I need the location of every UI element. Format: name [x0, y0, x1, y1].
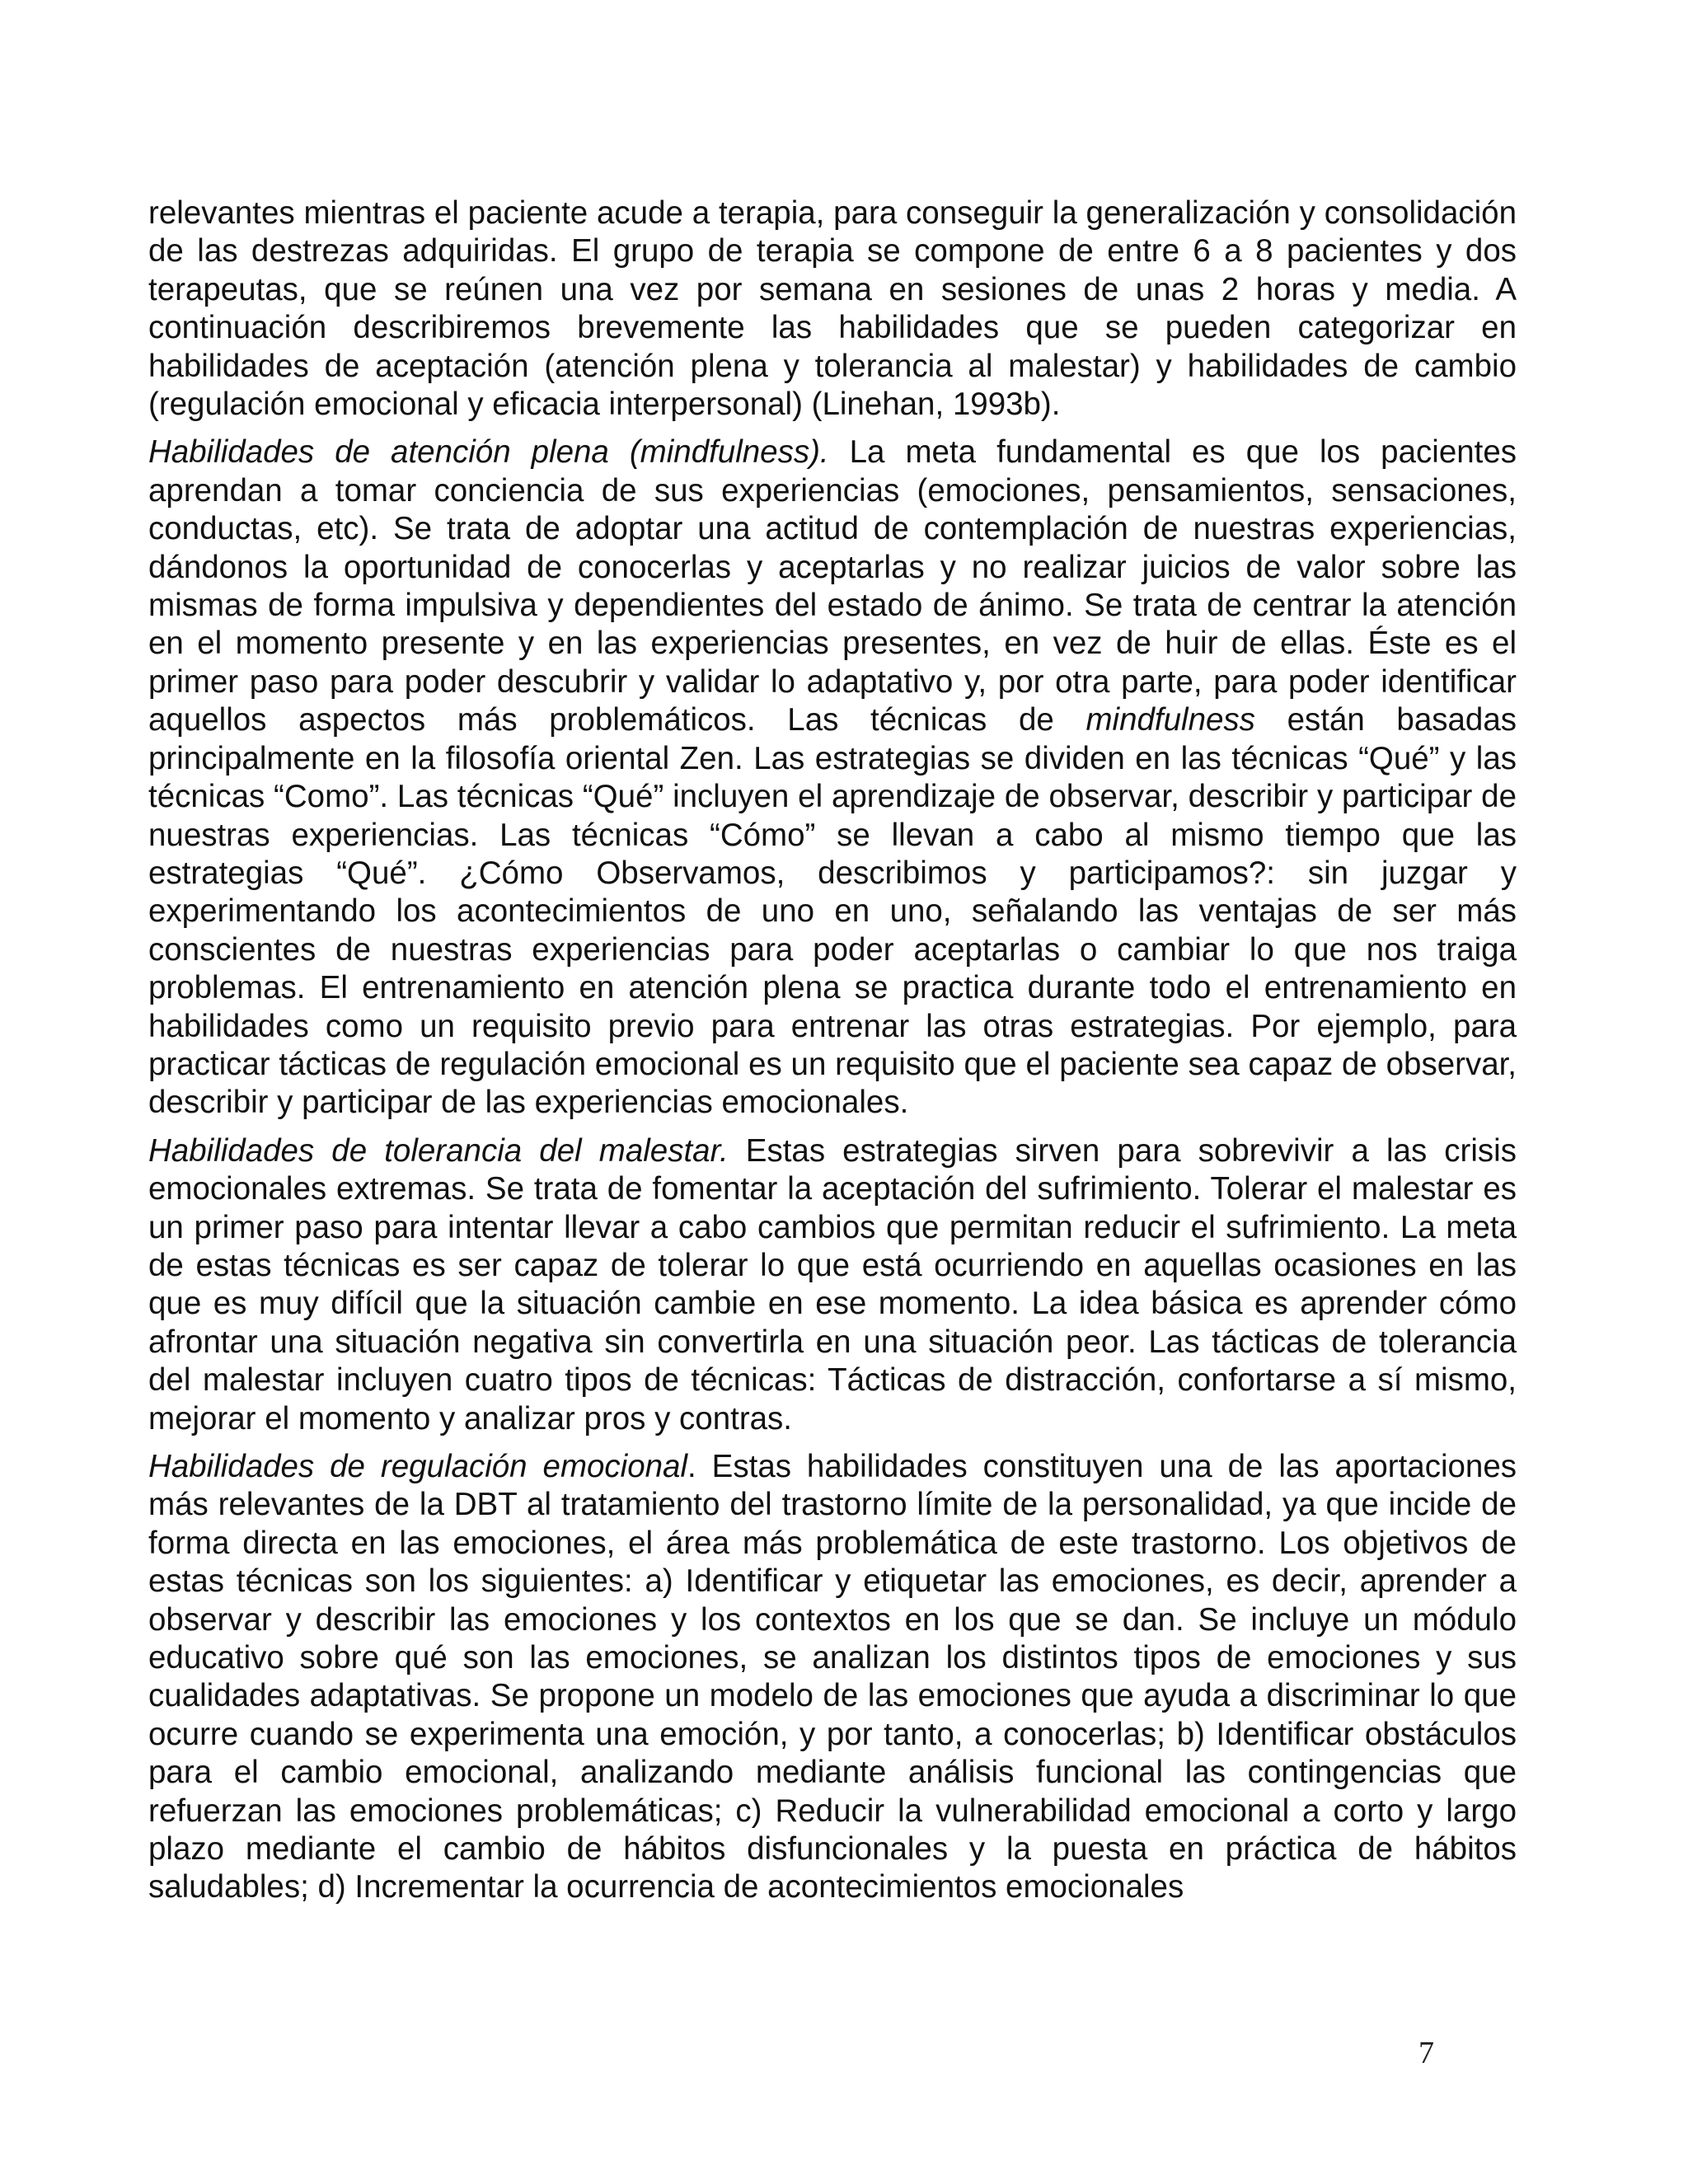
- paragraph-distress-tolerance-text: Estas estrategias sirven para sobrevivir a las crisis emocionales extremas. Se trata de fomentar la aceptación del sufrimiento. Tolerar el malestar es un primer paso para intentar llevar a cabo cambios que permitan reducir el sufrimiento. La meta de estas técnicas es ser capaz de tolerar lo que está ocurriendo en aquellas ocasiones en las que es muy difícil que la situación cambie en ese momento. La idea básica es aprender cómo afrontar una situación negativa sin convertirla en una situación peor. Las tácticas de tolerancia del malestar incluyen cuatro tipos de técnicas: Tácticas de distracción, confortarse a sí mismo, mejorar el momento y analizar pros y contras.: [148, 1132, 1517, 1436]
- heading-mindfulness: Habilidades de atención plena (mindfulness).: [148, 434, 829, 471]
- paragraph-mindfulness-text-1: La meta fundamental es que los pacientes aprendan a tomar conciencia de sus experiencias (emociones, pensamientos, sensaciones, conductas, etc). Se trata de adoptar una actitud de contemplación de nuestras experiencias, dándonos la oportunidad de conocerlas y aceptarlas y no realizar juicios de valor sobre las mismas de forma impulsiva y dependientes del estado de ánimo. Se trata de centrar la atención en el momento presente y en las experiencias presentes, en vez de huir de ellas. Éste es el primer paso para poder descubrir y validar lo adaptativo y, por otra parte, para poder identificar aquellos aspectos más problemáticos. Las técnicas de: [148, 434, 1517, 738]
- page-number: 7: [1418, 2036, 1434, 2070]
- paragraph-emotion-regulation-text: . Estas habilidades constituyen una de las aportaciones más relevantes de la DBT al tratamiento del trastorno límite de la personalidad, ya que incide de forma directa en las emociones, el área más problemática de este trastorno. Los objetivos de estas técnicas son los siguientes: a) Identificar y etiquetar las emociones, es decir, aprender a observar y describir las emociones y los contextos en los que se dan. Se incluye un módulo educativo sobre qué son las emociones, se analizan los distintos tipos de emociones y sus cualidades adaptativas. Se propone un modelo de las emociones que ayuda a discriminar lo que ocurre cuando se experimenta una emoción, y por tanto, a conocerlas; b) Identificar obstáculos para el cambio emocional, analizando mediante análisis funcional las contingencias que refuerzan las emociones problemáticas; c) Reducir la vulnerabilidad emocional a corto y largo plazo mediante el cambio de hábitos disfuncionales y la puesta en práctica de hábitos saludables; d) Incrementar la ocurrencia de acontecimientos emocionales: [148, 1449, 1517, 1905]
- term-mindfulness: mindfulness: [1085, 702, 1255, 738]
- paragraph-mindfulness-text-2: están basadas principalmente en la filosofía oriental Zen. Las estrategias se dividen en las técnicas “Qué” y las técnicas “Como”. Las técnicas “Qué” incluyen el aprendizaje de observar, describir y participar de nuestras experiencias. Las técnicas “Cómo” se llevan a cabo al mismo tiempo que las estrategias “Qué”. ¿Cómo Observamos, describimos y participamos?: sin juzgar y experimentando los acontecimientos de uno en uno, señalando las ventajas de ser más conscientes de nuestras experiencias para poder aceptarlas o cambiar lo que nos traiga problemas. El entrenamiento en atención plena se practica durante todo el entrenamiento en habilidades como un requisito previo para entrenar las otras estrategias. Por ejemplo, para practicar tácticas de regulación emocional es un requisito que el paciente sea capaz de observar, describir y participar de las experiencias emocionales.: [148, 702, 1517, 1121]
- heading-emotion-regulation: Habilidades de regulación emocional: [148, 1449, 688, 1484]
- heading-distress-tolerance: Habilidades de tolerancia del malestar.: [148, 1132, 729, 1169]
- body-text: [148, 194, 1517, 1917]
- paragraph-emotion-regulation: [148, 1448, 1517, 1907]
- paragraph-distress-tolerance: [148, 1132, 1517, 1438]
- paragraph-mindfulness: [148, 434, 1517, 1122]
- paragraph-intro: [148, 194, 1517, 424]
- paragraph-intro-text: relevantes mientras el paciente acude a terapia, para conseguir la generalización y consolidación de las destrezas adquiridas. El grupo de terapia se compone de entre 6 a 8 pacientes y dos terapeutas, que se reúnen una vez por semana en sesiones de unas 2 horas y media. A continuación describiremos brevemente las habilidades que se pueden categorizar en habilidades de aceptación (atención plena y tolerancia al malestar) y habilidades de cambio (regulación emocional y eficacia interpersonal) (Linehan, 1993b).: [148, 195, 1517, 423]
